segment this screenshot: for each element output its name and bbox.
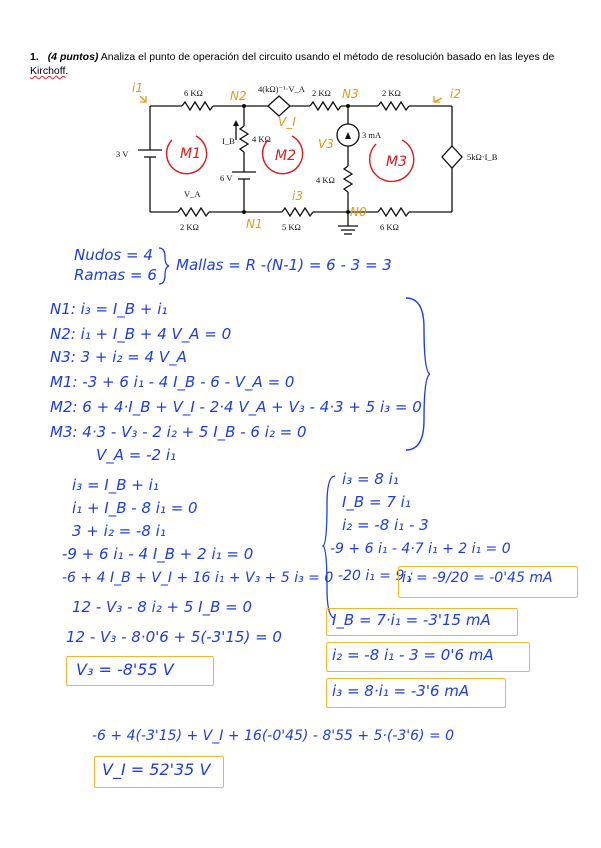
anno-m3: M3 — [386, 154, 407, 170]
step-r2: I_B = 7 i₁ — [342, 493, 411, 511]
anno-vi: V_I — [278, 115, 296, 129]
mallas-line: Mallas = R -(N-1) = 6 - 3 = 3 — [176, 256, 392, 274]
label-r-top-left: 6 KΩ — [184, 88, 203, 98]
anno-m2: M2 — [275, 148, 296, 164]
eq-n1: N1: i₃ = I_B + i₁ — [50, 300, 168, 318]
step-l3: 3 + i₂ = -8 i₁ — [72, 522, 166, 540]
i2-result: i₂ = -8 i₁ - 3 = 0'6 mA — [332, 646, 494, 664]
eq-m2: M2: 6 + 4·I_B + V_I - 2·4 V_A + V₃ - 4·3 + 5 i₃ = 0 — [50, 398, 422, 416]
i3-result: i₃ = 8·i₁ = -3'6 mA — [332, 682, 470, 700]
v3-equation: 12 - V₃ - 8·0'6 + 5(-3'15) = 0 — [66, 628, 282, 646]
step-r1: i₃ = 8 i₁ — [342, 470, 399, 488]
ramas-line: Ramas = 6 — [74, 266, 157, 284]
label-r-mid-right: 4 KΩ — [316, 175, 335, 185]
label-ib: I_B — [222, 136, 235, 146]
i1-result: i₁ = -9/20 = -0'45 mA — [402, 570, 553, 586]
label-r-bot-mid: 5 KΩ — [282, 222, 301, 232]
label-r-mid-left: 4 KΩ — [252, 134, 271, 144]
label-r-top-right: 2 KΩ — [382, 88, 401, 98]
label-v3: 3 V — [116, 149, 129, 159]
circuit-diagram — [110, 78, 500, 238]
step-l4: -9 + 6 i₁ - 4 I_B + 2 i₁ = 0 — [62, 545, 254, 563]
problem-points: (4 puntos) — [47, 51, 99, 63]
big-brace — [400, 296, 430, 452]
eq-n3: N3: 3 + i₂ = 4 V_A — [50, 348, 187, 366]
anno-n3: N3 — [342, 87, 359, 101]
step-r4: -9 + 6 i₁ - 4·7 i₁ + 2 i₁ = 0 — [330, 541, 511, 557]
eq-n2: N2: i₁ + I_B + 4 V_A = 0 — [50, 325, 232, 343]
anno-n2: N2 — [230, 89, 247, 103]
label-dep-right: 5kΩ·I_B — [467, 152, 498, 162]
anno-n1: N1 — [246, 217, 263, 231]
label-va: V_A — [184, 189, 201, 199]
step-r5: -20 i₁ = 9 ; — [338, 568, 414, 584]
label-r-bot-right: 6 KΩ — [380, 222, 399, 232]
anno-v3: V3 — [318, 137, 334, 151]
nodos-line: Nudos = 4 — [74, 246, 153, 264]
eq-m3: M3: 4·3 - V₃ - 2 i₂ + 5 I_B - 6 i₂ = 0 — [50, 423, 307, 441]
final-equation: -6 + 4(-3'15) + V_I + 16(-0'45) - 8'55 + 5·(-3'6) = 0 — [92, 728, 455, 744]
label-dep-source: 4(kΩ)⁻¹·V_A — [258, 84, 305, 94]
problem-text: Analiza el punto de operación del circuito usando el método de resolución basado en las leyes de — [100, 51, 555, 63]
small-brace — [156, 246, 170, 286]
eq-m1: M1: -3 + 6 i₁ - 4 I_B - 6 - V_A = 0 — [50, 373, 295, 391]
anno-m1: M1 — [180, 146, 201, 162]
step-l2: i₁ + I_B - 8 i₁ = 0 — [72, 499, 198, 517]
problem-number: 1. — [30, 51, 39, 63]
step-r3: i₂ = -8 i₁ - 3 — [342, 516, 429, 534]
v3-result: V₃ = -8'55 V — [76, 660, 174, 679]
eq-va: V_A = -2 i₁ — [96, 446, 177, 464]
anno-i1: i1 — [132, 81, 143, 95]
kirchoff-word: Kirchoff — [30, 65, 66, 77]
step-l1: i₃ = I_B + i₁ — [72, 476, 159, 494]
anno-i3: i3 — [292, 189, 303, 203]
step-l5: -6 + 4 I_B + V_I + 16 i₁ + V₃ + 5 i₃ = 0 — [62, 570, 334, 586]
vi-result: V_I = 52'35 V — [102, 760, 211, 779]
label-v6: 6 V — [220, 173, 233, 183]
step-l6: 12 - V₃ - 8 i₂ + 5 I_B = 0 — [72, 598, 253, 616]
anno-i2: i2 — [450, 87, 461, 101]
label-r-top-mid: 2 KΩ — [312, 88, 331, 98]
period: . — [65, 65, 69, 77]
label-current-source: 3 mA — [362, 130, 382, 140]
problem-statement — [30, 50, 578, 78]
anno-n0: N0 — [350, 205, 367, 219]
label-r-bot-left: 2 KΩ — [180, 222, 199, 232]
ib-result: I_B = 7·i₁ = -3'15 mA — [332, 611, 491, 629]
